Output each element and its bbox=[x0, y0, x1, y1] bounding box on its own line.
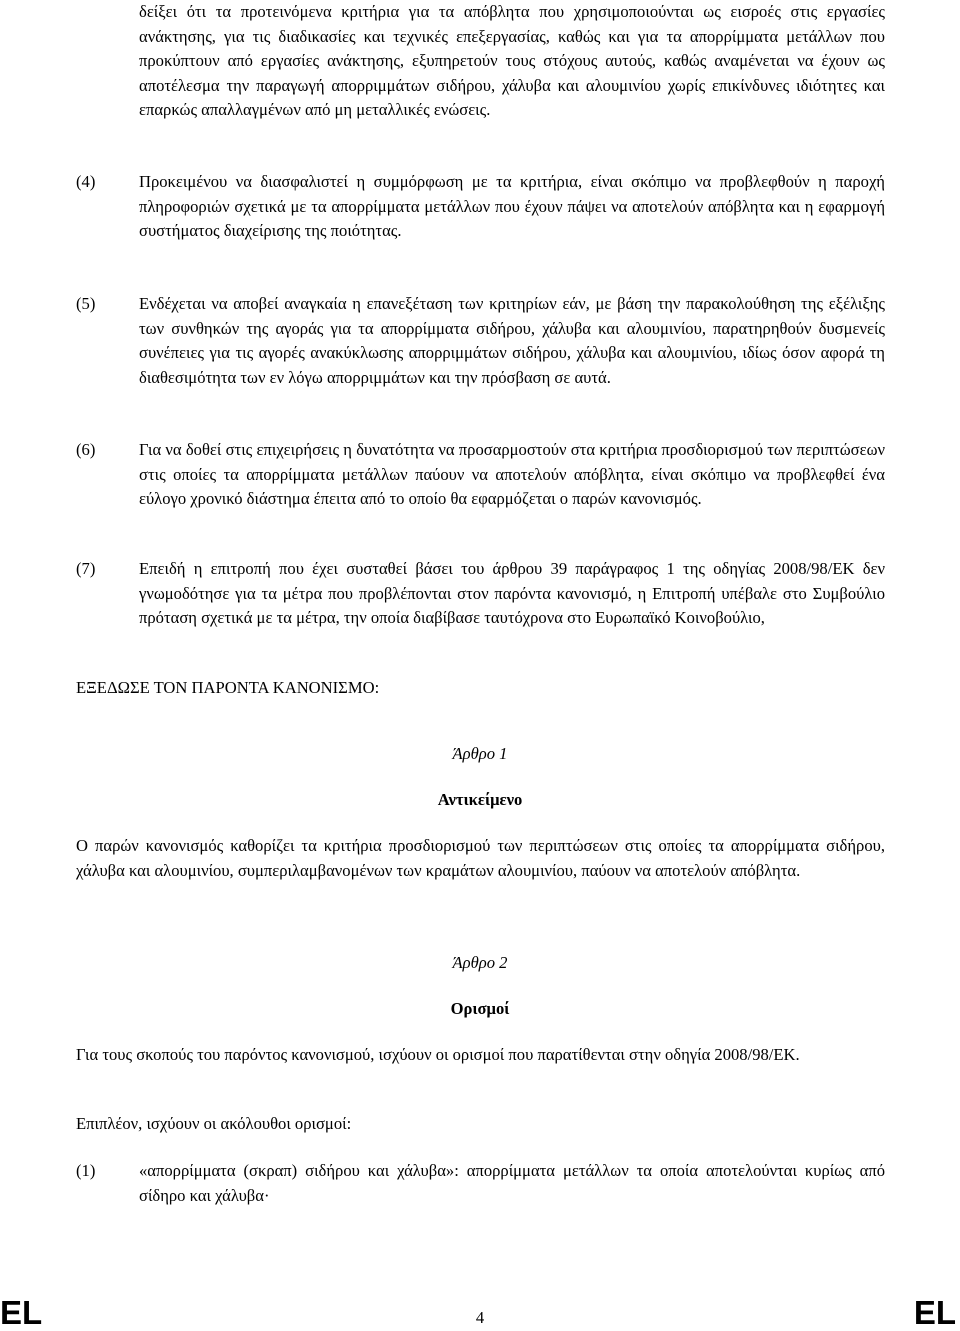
definition-text: «απορρίμματα (σκραπ) σιδήρου και χάλυβα»: απορρίμματα μετάλλων τα οποία αποτελούνται κυρίως από σίδηρο και χάλυβα· bbox=[139, 1161, 885, 1205]
article-2-text: Για τους σκοπούς του παρόντος κανονισμού, ισχύουν οι ορισμοί που παρατίθενται στην οδηγία 2008/98/ΕΚ. bbox=[76, 1045, 800, 1064]
enacting-formula: ΕΞΕΔΩΣΕ ΤΟΝ ΠΑΡΟΝΤΑ ΚΑΝΟΝΙΣΜΟ: bbox=[76, 678, 380, 697]
footer-language-right: EL bbox=[913, 1294, 956, 1331]
recital-number: (4) bbox=[76, 172, 96, 191]
recital-number: (7) bbox=[76, 559, 96, 578]
intro-continuation-paragraph: δείξει ότι τα προτεινόμενα κριτήρια για τα απόβλητα που χρησιμοποιούνται ως εισροές στις εργασίες ανάκτησης, για τις διαδικασίες και τεχνικές επεξεργασίας, καθώς και για τα απορρίμματα μετάλλων που προκύπτουν από εργασίες ανάκτησης, εξυπηρετούν τους στόχους αυτούς, καθώς αναμένεται να έχουν ως αποτέλεσμα την παραγωγή απορριμμάτων σιδήρου, χάλυβα και αλουμινίου χωρίς επικίνδυνες ιδιότητες και επαρκώς απαλλαγμένων από μη μεταλλικές ενώσεις. bbox=[139, 2, 885, 119]
recital-text: Για να δοθεί στις επιχειρήσεις η δυνατότητα να προσαρμοστούν στα κριτήρια προσδιορισμού των περιπτώσεων στις οποίες τα απορρίμματα μετάλλων παύουν να αποτελούν απόβλητα, είναι σκόπιμο να προβλεφθεί ένα εύλογο χρονικό διάστημα έπειτα από το οποίο θα εφαρμόζεται ο παρών κανονισμός. bbox=[139, 440, 885, 508]
footer-language-left: EL bbox=[0, 1294, 43, 1331]
article-1-text: Ο παρών κανονισμός καθορίζει τα κριτήρια προσδιορισμού των περιπτώσεων στις οποίες τα απορρίμματα σιδήρου, χάλυβα και αλουμινίου, συμπεριλαμβανομένων των κραμάτων αλουμινίου, παύουν να αποτελούν απόβλητα. bbox=[76, 836, 885, 880]
definition-number: (1) bbox=[76, 1161, 96, 1180]
recital-number: (5) bbox=[76, 294, 96, 313]
recital-text: Επειδή η επιτροπή που έχει συσταθεί βάσει του άρθρου 39 παράγραφος 1 της οδηγίας 2008/98/ΕΚ δεν γνωμοδότησε για τα μέτρα που προβλέπονται στον παρόντα κανονισμό, η Επιτροπή υπέβαλε στο Συμβούλιο πρόταση σχετικά με τα μέτρα, την οποία διαβίβασε ταυτόχρονα στο Ευρωπαϊκό Κοινοβούλιο, bbox=[139, 559, 885, 627]
recital-number: (6) bbox=[76, 440, 96, 459]
page-number: 4 bbox=[475, 1308, 485, 1327]
article-1-subtitle: Αντικείμενο bbox=[437, 790, 523, 809]
article-2-subtitle: Ορισμοί bbox=[450, 999, 510, 1018]
recital-text: Προκειμένου να διασφαλιστεί η συμμόρφωση με τα κριτήρια, είναι σκόπιμο να προβλεφθούν η παροχή πληροφοριών σχετικά με τα απορρίμματα μετάλλων που έχουν πάψει να αποτελούν απόβλητα και η εφαρμογή συστήματος διαχείρισης της ποιότητας. bbox=[139, 172, 885, 240]
article-1-title: Άρθρο 1 bbox=[452, 744, 508, 763]
article-2-extra: Επιπλέον, ισχύουν οι ακόλουθοι ορισμοί: bbox=[76, 1114, 352, 1133]
recital-text: Ενδέχεται να αποβεί αναγκαία η επανεξέταση των κριτηρίων εάν, με βάση την παρακολούθηση της εξέλιξης των συνθηκών της αγοράς για τα απορρίμματα σιδήρου, χάλυβα και αλουμινίου, παρατηρηθούν δυσμενείς συνέπειες για τις αγορές ανακύκλωσης απορριμμάτων σιδήρου, χάλυβα και αλουμινίου, ιδίως όσον αφορά τη διαθεσιμότητα των εν λόγω απορριμμάτων και την πρόσβαση σε αυτά. bbox=[139, 294, 885, 387]
article-2-title: Άρθρο 2 bbox=[452, 953, 508, 972]
